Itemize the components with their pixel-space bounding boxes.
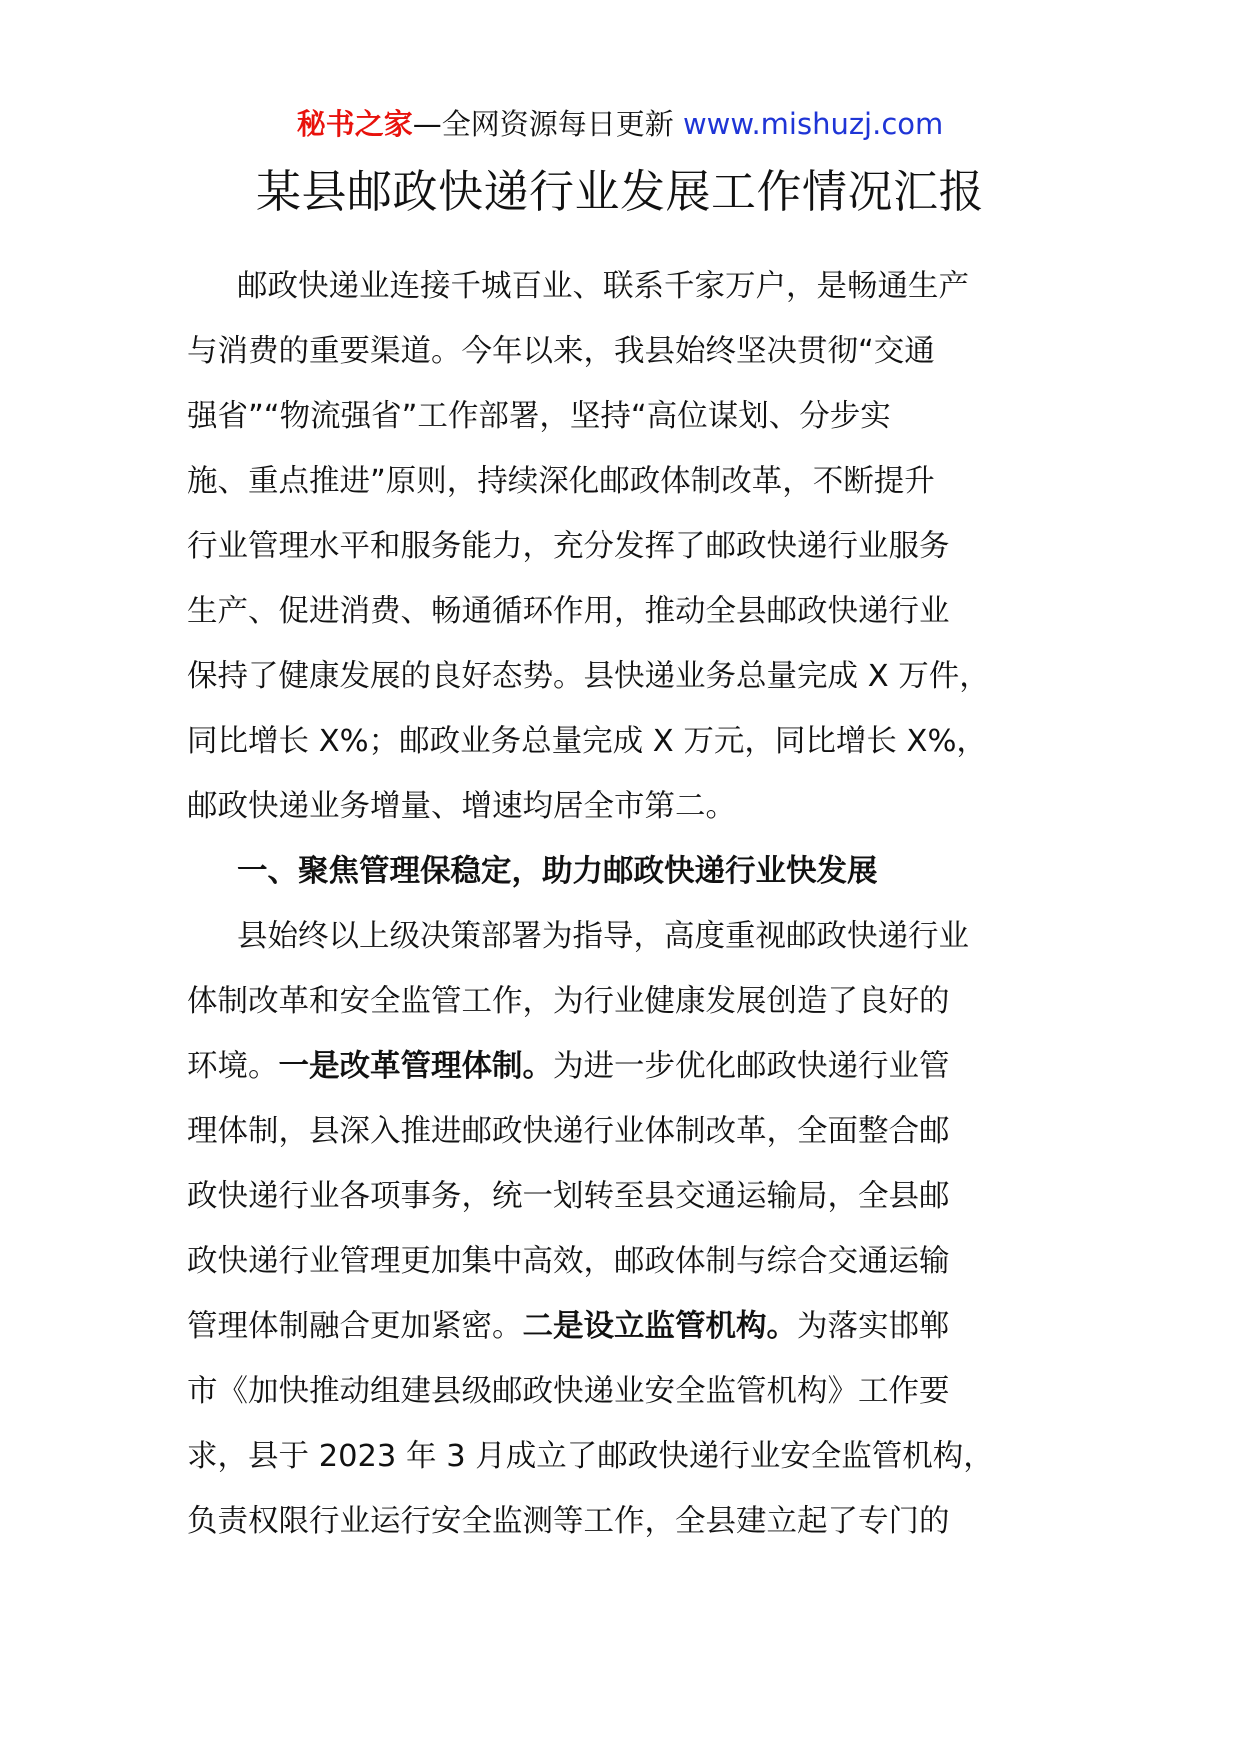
paragraph-line: 县始终以上级决策部署为指导，高度重视邮政快递行业	[237, 919, 969, 954]
paragraph-line: 邮政快递业务增量、增速均居全市第二。	[187, 789, 736, 824]
paragraph-text: 环境。	[187, 1049, 279, 1084]
bold-subheading: 一是改革管理体制。	[278, 1049, 553, 1084]
bold-subheading: 二是设立监管机构。	[522, 1309, 797, 1344]
paragraph-line: 与消费的重要渠道。今年以来，我县始终坚决贯彻“交通	[187, 334, 935, 369]
site-header	[0, 100, 1240, 148]
paragraph-text: 管理体制融合更加紧密。	[187, 1309, 523, 1344]
paragraph-line: 强省”“物流强省”工作部署，坚持“高位谋划、分步实	[187, 399, 891, 434]
paragraph-text: 为落实邯郸	[797, 1309, 950, 1344]
paragraph-text: 为进一步优化邮政快递行业管	[553, 1049, 950, 1084]
paragraph-line: 行业管理水平和服务能力，充分发挥了邮政快递行业服务	[187, 529, 950, 564]
paragraph-line: 生产、促进消费、畅通循环作用，推动全县邮政快递行业	[187, 594, 950, 629]
paragraph-line: 邮政快递业连接千城百业、联系千家万户，是畅通生产	[237, 269, 969, 304]
site-brand: 秘书之家	[296, 107, 413, 141]
paragraph-line: 保持了健康发展的良好态势。县快递业务总量完成 X 万件，	[187, 659, 990, 694]
site-url-link[interactable]: www.mishuzj.com	[682, 107, 944, 141]
paragraph-line: 政快递行业各项事务，统一划转至县交通运输局，全县邮	[187, 1179, 950, 1214]
paragraph-line: 同比增长 X%；邮政业务总量完成 X 万元，同比增长 X%，	[187, 724, 987, 759]
paragraph-line: 负责权限行业运行安全监测等工作，全县建立起了专门的	[187, 1504, 950, 1539]
paragraph-line: 施、重点推进”原则，持续深化邮政体制改革，不断提升	[187, 464, 935, 499]
paragraph-line	[187, 1034, 1087, 1099]
section-heading: 一、聚焦管理保稳定，助力邮政快递行业快发展	[237, 854, 878, 889]
paragraph-line: 市《加快推动组建县级邮政快递业安全监管机构》工作要	[187, 1374, 950, 1409]
paragraph-line: 政快递行业管理更加集中高效，邮政体制与综合交通运输	[187, 1244, 950, 1279]
paragraph-line: 求，县于 2023 年 3 月成立了邮政快递行业安全监管机构，	[187, 1439, 994, 1474]
site-tagline: —全网资源每日更新	[412, 107, 683, 141]
paragraph-line: 体制改革和安全监管工作，为行业健康发展创造了良好的	[187, 984, 950, 1019]
document-title: 某县邮政快递行业发展工作情况汇报	[255, 165, 984, 218]
paragraph-line	[187, 1294, 1087, 1359]
paragraph-line: 理体制，县深入推进邮政快递行业体制改革，全面整合邮	[187, 1114, 950, 1149]
document-body	[187, 254, 1087, 1554]
